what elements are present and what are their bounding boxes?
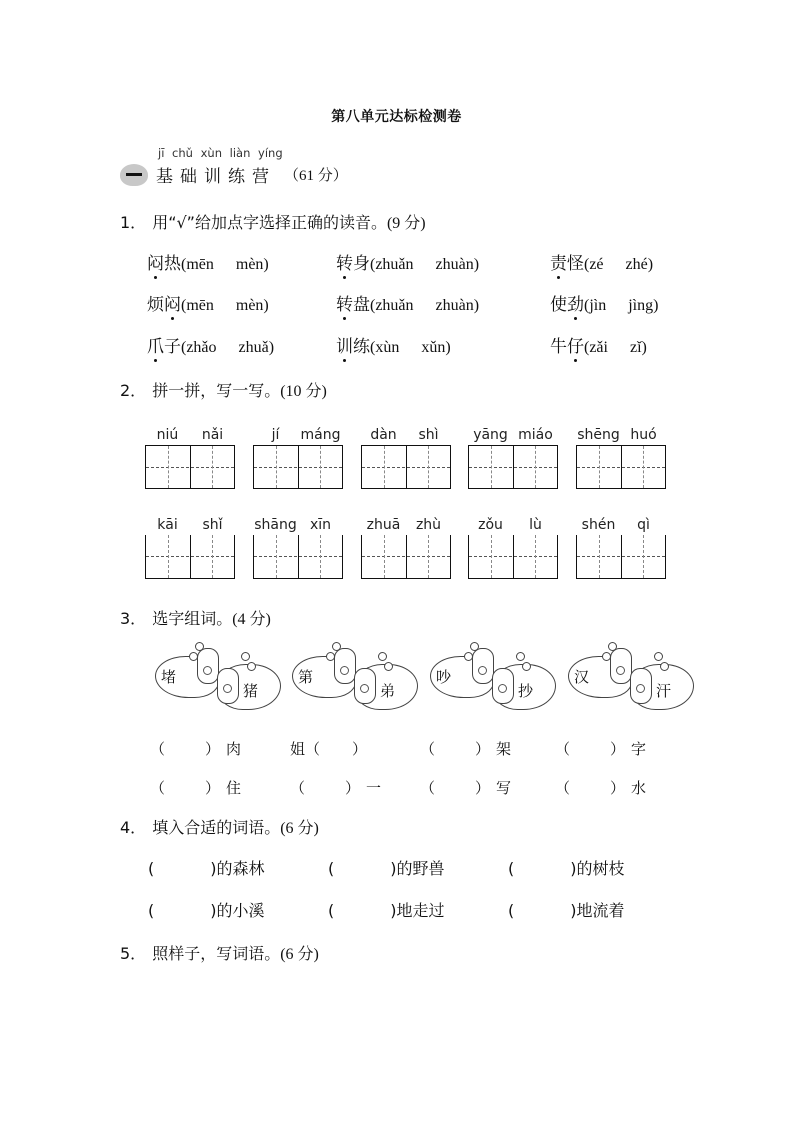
reading-choice-item	[336, 249, 479, 274]
blank-open: （	[420, 740, 436, 758]
pinyin-syllable: shāng	[254, 517, 297, 533]
grid-line	[599, 535, 600, 578]
grid-line	[254, 556, 342, 557]
circle-mark-icon	[636, 684, 645, 693]
blank-open: (	[148, 901, 155, 920]
grid-line	[428, 535, 429, 578]
pompom-icon	[195, 642, 204, 651]
pompom-icon	[378, 652, 387, 661]
pinyin-option-2[interactable]: zhuǎ	[238, 339, 269, 356]
pompom-icon	[602, 652, 611, 661]
grid-line	[491, 535, 492, 578]
pinyin-syllable: kāi	[157, 517, 178, 533]
word-char: 闷	[147, 249, 164, 274]
mitten-char-right: 抄	[518, 682, 534, 700]
writing-grid[interactable]	[468, 535, 558, 579]
blank-open: (	[328, 901, 335, 920]
blank-word: 架	[496, 740, 512, 758]
pinyin-syllable: shǐ	[202, 517, 223, 533]
question-prompt: 用“√”给加点字选择正确的读音。	[152, 213, 387, 232]
pinyin-option-2[interactable]: zǐ	[629, 339, 642, 356]
writing-grid[interactable]	[361, 535, 451, 579]
word-char: 转	[336, 290, 353, 315]
pinyin-label	[145, 427, 235, 445]
blank-open: （	[420, 779, 436, 797]
section-header	[120, 162, 348, 187]
grid-line	[168, 535, 169, 578]
paren-close: )	[263, 297, 269, 314]
phrase-text: )的森林	[210, 859, 265, 878]
pinyin-option-2[interactable]: xǔn	[421, 339, 446, 356]
pompom-icon	[608, 642, 617, 651]
blank-word: 字	[631, 740, 647, 758]
question-points: (4 分)	[232, 611, 271, 628]
pinyin-label	[468, 517, 558, 535]
pompom-icon	[464, 652, 473, 661]
grid-line	[384, 535, 385, 578]
blank-open: (	[508, 901, 515, 920]
blank-open: (	[508, 859, 515, 878]
grid-line	[535, 446, 536, 488]
pinyin-option-1[interactable]: zhuǎn	[375, 297, 414, 314]
writing-grid[interactable]	[576, 445, 666, 489]
word-blank-item[interactable]	[555, 738, 646, 759]
pinyin-option-1[interactable]: zé	[589, 256, 604, 273]
mitten-pair-illustration	[566, 642, 694, 714]
fill-phrase-item[interactable]	[508, 856, 625, 879]
paren-open: (	[370, 256, 376, 273]
paren-close: )	[263, 256, 269, 273]
circle-mark-icon	[360, 684, 369, 693]
pompom-icon	[247, 662, 256, 671]
reading-choice-item	[550, 249, 653, 274]
question-1-heading	[120, 210, 426, 233]
pinyin-option-2[interactable]: zhé	[625, 256, 648, 273]
pinyin-syllable: máng	[300, 427, 341, 443]
phrase-text: )的树枝	[570, 859, 625, 878]
grid-line	[577, 556, 665, 557]
question-prompt: 拼一拼，写一写。	[152, 381, 281, 400]
pinyin-syllable: zhuā	[366, 517, 401, 533]
blank-space[interactable]	[165, 777, 205, 798]
mitten-char-left: 第	[298, 668, 314, 686]
blank-space[interactable]	[165, 738, 205, 759]
section-label: 基础训练营	[156, 167, 276, 187]
writing-grid[interactable]	[576, 535, 666, 579]
blank-close: ）	[610, 779, 626, 797]
pinyin-option-2[interactable]: mèn	[235, 297, 264, 314]
grid-line	[276, 535, 277, 578]
paren-open: (	[584, 297, 590, 314]
grid-line	[212, 446, 213, 488]
mitten-pair-illustration	[290, 642, 418, 714]
pinyin-syllable: xīn	[309, 517, 332, 533]
grid-line	[643, 446, 644, 488]
blank-space[interactable]	[320, 738, 352, 759]
pinyin-syllable: zhù	[415, 517, 442, 533]
word-char: 盘	[353, 295, 370, 315]
circle-mark-icon	[223, 684, 232, 693]
reading-choice-item	[550, 332, 647, 357]
question-points: (6 分)	[280, 946, 319, 963]
blank-space[interactable]	[570, 777, 610, 798]
grid-line	[320, 535, 321, 578]
word-blank-item[interactable]	[290, 738, 373, 759]
pinyin-syllable: yāng	[473, 427, 508, 443]
blank-open: （	[290, 779, 306, 797]
paren-close: )	[473, 256, 480, 273]
reading-choice-item	[336, 332, 451, 357]
reading-choice-item	[336, 290, 479, 315]
pinyin-syllable: niú	[156, 427, 179, 443]
pompom-icon	[326, 652, 335, 661]
pinyin-ying: yíng	[258, 146, 283, 160]
pinyin-writing-group	[361, 517, 451, 579]
pinyin-writing-group	[253, 517, 343, 579]
pinyin-xun: xùn	[200, 146, 222, 160]
word-char: 热	[164, 254, 181, 274]
fill-phrase-item[interactable]	[508, 898, 625, 921]
paren-close: )	[653, 297, 659, 314]
paren-close: )	[647, 256, 654, 273]
writing-grid[interactable]	[145, 535, 235, 579]
phrase-text: )地流着	[570, 901, 625, 920]
blank-word: 写	[496, 779, 512, 797]
pinyin-syllable: qì	[637, 517, 650, 533]
paren-open: (	[370, 297, 376, 314]
section-score: （61 分）	[284, 168, 348, 184]
paren-open: (	[181, 339, 187, 356]
mitten-char-right: 猪	[243, 682, 259, 700]
grid-line	[491, 446, 492, 488]
word-blank-item[interactable]	[420, 738, 511, 759]
mitten-pair-illustration	[428, 642, 556, 714]
pinyin-option-1[interactable]: zhǎo	[186, 339, 217, 356]
pinyin-syllable: shì	[418, 427, 439, 443]
paren-open: (	[584, 256, 590, 273]
blank-open: （	[150, 779, 166, 797]
mitten-char-left: 堵	[161, 668, 177, 686]
pompom-icon	[332, 642, 341, 651]
pinyin-syllable: miáo	[518, 427, 553, 443]
pinyin-syllable: shēng	[577, 427, 620, 443]
word-blank-item[interactable]	[150, 738, 241, 759]
pinyin-option-1[interactable]: mēn	[186, 297, 214, 314]
phrase-text: )的野兽	[390, 859, 445, 878]
blank-close: ）	[475, 740, 491, 758]
word-char: 使	[550, 295, 567, 315]
paren-close: )	[641, 339, 647, 356]
mitten-pair-illustration	[153, 642, 281, 714]
question-number: 2．	[120, 381, 147, 400]
grid-line	[168, 446, 169, 488]
paren-close: )	[473, 297, 480, 314]
writing-grid[interactable]	[468, 445, 558, 489]
pinyin-option-2[interactable]: zhuàn	[435, 297, 474, 314]
pompom-icon	[654, 652, 663, 661]
pinyin-writing-group	[145, 427, 235, 489]
question-number: 5．	[120, 944, 147, 963]
grid-line	[599, 446, 600, 488]
fill-phrase-item[interactable]	[328, 898, 445, 921]
phrase-text: )地走过	[390, 901, 445, 920]
pinyin-lian: liàn	[229, 146, 251, 160]
pinyin-option-2[interactable]: mèn	[235, 256, 264, 273]
page-title: 第八单元达标检测卷	[331, 109, 462, 125]
pompom-icon	[384, 662, 393, 671]
pompom-icon	[522, 662, 531, 671]
pinyin-label	[361, 427, 451, 445]
word-char: 训	[336, 332, 353, 357]
paren-open: (	[370, 339, 376, 356]
question-2-heading	[120, 378, 327, 401]
pinyin-writing-group	[145, 517, 235, 579]
word-char: 身	[353, 254, 370, 274]
blank-open: 姐（	[290, 740, 321, 758]
pompom-icon	[189, 652, 198, 661]
paren-open: (	[584, 339, 590, 356]
blank-open: （	[555, 779, 571, 797]
pinyin-chu: chǔ	[172, 146, 193, 160]
blank-word: 住	[226, 779, 242, 797]
writing-grid[interactable]	[361, 445, 451, 489]
question-4-heading	[120, 815, 319, 838]
word-char: 爪	[147, 332, 164, 357]
blank-open: (	[328, 859, 335, 878]
paren-close: )	[268, 339, 275, 356]
pinyin-writing-group	[468, 427, 558, 489]
circle-mark-icon	[616, 666, 625, 675]
mitten-char-left: 吵	[436, 668, 452, 686]
pinyin-syllable: dàn	[370, 427, 397, 443]
question-points: (10 分)	[280, 383, 327, 400]
blank-close: ）	[610, 740, 626, 758]
pinyin-label	[576, 427, 666, 445]
fill-phrase-item[interactable]	[328, 856, 445, 879]
grid-line	[469, 556, 557, 557]
word-blank-item[interactable]	[420, 777, 511, 798]
pinyin-option-2[interactable]: zhuàn	[435, 256, 474, 273]
pinyin-writing-group	[253, 427, 343, 489]
reading-choice-item	[147, 332, 274, 357]
word-blank-item[interactable]	[150, 777, 241, 798]
pinyin-writing-group	[468, 517, 558, 579]
question-3-heading	[120, 606, 271, 629]
pinyin-option-1[interactable]: zhuǎn	[375, 256, 414, 273]
grid-line	[428, 446, 429, 488]
word-char: 闷	[164, 290, 181, 315]
blank-open: （	[150, 740, 166, 758]
pinyin-label	[253, 517, 343, 535]
blank-word: 水	[631, 779, 647, 797]
pinyin-option-1[interactable]: jìn	[589, 297, 607, 314]
pinyin-option-1[interactable]: zǎi	[589, 339, 608, 356]
grid-line	[469, 467, 557, 468]
writing-grid[interactable]	[253, 445, 343, 489]
grid-line	[146, 467, 234, 468]
question-prompt: 填入合适的词语。	[152, 818, 281, 837]
circle-mark-icon	[498, 684, 507, 693]
word-char: 责	[550, 249, 567, 274]
phrase-text: )的小溪	[210, 901, 265, 920]
word-char: 烦	[147, 295, 164, 315]
pinyin-writing-group	[576, 517, 666, 579]
grid-line	[577, 467, 665, 468]
word-blank-item[interactable]	[555, 777, 646, 798]
blank-close: ）	[345, 779, 361, 797]
pompom-icon	[660, 662, 669, 671]
cloud-badge-icon	[120, 164, 148, 186]
section-pinyin	[158, 146, 287, 160]
question-number: 1．	[120, 213, 147, 232]
pinyin-syllable: lù	[529, 517, 542, 533]
blank-space[interactable]	[305, 777, 345, 798]
mitten-char-right: 汗	[656, 682, 672, 700]
grid-line	[320, 446, 321, 488]
paren-close: )	[445, 339, 451, 356]
pompom-icon	[470, 642, 479, 651]
blank-close: ）	[352, 740, 368, 758]
grid-line	[384, 446, 385, 488]
pinyin-syllable: nǎi	[201, 427, 224, 443]
pinyin-syllable: huó	[630, 427, 657, 443]
pinyin-label	[468, 427, 558, 445]
pinyin-label	[576, 517, 666, 535]
grid-line	[362, 467, 450, 468]
grid-line	[254, 467, 342, 468]
blank-space[interactable]	[435, 738, 475, 759]
mitten-char-right: 弟	[380, 682, 396, 700]
question-prompt: 照样子，写词语。	[152, 944, 281, 963]
question-number: 3．	[120, 609, 147, 628]
question-prompt: 选字组词。	[152, 609, 233, 628]
fill-phrase-item[interactable]	[148, 898, 265, 921]
blank-open: （	[555, 740, 571, 758]
blank-space[interactable]	[435, 777, 475, 798]
pinyin-writing-group	[576, 427, 666, 489]
question-5-heading	[120, 941, 319, 964]
pinyin-syllable: zǒu	[478, 517, 503, 533]
word-char: 子	[164, 337, 181, 357]
word-char: 怪	[567, 254, 584, 274]
pompom-icon	[241, 652, 250, 661]
pinyin-writing-group	[361, 427, 451, 489]
blank-word: 一	[366, 779, 382, 797]
question-points: (9 分)	[386, 215, 426, 232]
reading-choice-item	[147, 249, 269, 274]
grid-line	[643, 535, 644, 578]
blank-word: 肉	[226, 740, 242, 758]
word-blank-item[interactable]	[290, 777, 381, 798]
circle-mark-icon	[203, 666, 212, 675]
mitten-char-left: 汉	[574, 668, 590, 686]
blank-open: (	[148, 859, 155, 878]
word-char: 仔	[567, 332, 584, 357]
circle-mark-icon	[340, 666, 349, 675]
reading-choice-item	[550, 290, 658, 315]
grid-line	[276, 446, 277, 488]
blank-close: ）	[205, 779, 221, 797]
pompom-icon	[516, 652, 525, 661]
question-number: 4．	[120, 818, 147, 837]
writing-grid[interactable]	[145, 445, 235, 489]
word-char: 劲	[567, 290, 584, 315]
paren-open: (	[181, 256, 187, 273]
pinyin-syllable: jí	[271, 427, 280, 443]
paren-open: (	[181, 297, 187, 314]
question-points: (6 分)	[280, 820, 319, 837]
pinyin-label	[253, 427, 343, 445]
pinyin-label	[145, 517, 235, 535]
word-char: 转	[336, 249, 353, 274]
pinyin-label	[361, 517, 451, 535]
pinyin-option-1[interactable]: xùn	[375, 339, 400, 356]
circle-mark-icon	[478, 666, 487, 675]
reading-choice-item	[147, 290, 269, 315]
pinyin-ji: jī	[158, 146, 165, 160]
blank-close: ）	[475, 779, 491, 797]
word-char: 牛	[550, 337, 567, 357]
word-char: 练	[353, 337, 370, 357]
grid-line	[362, 556, 450, 557]
pinyin-option-2[interactable]: jìng	[628, 297, 654, 314]
pinyin-syllable: shén	[581, 517, 616, 533]
grid-line	[212, 535, 213, 578]
blank-space[interactable]	[570, 738, 610, 759]
grid-line	[146, 556, 234, 557]
pinyin-option-1[interactable]: mēn	[186, 256, 214, 273]
blank-close: ）	[205, 740, 221, 758]
grid-line	[535, 535, 536, 578]
writing-grid[interactable]	[253, 535, 343, 579]
fill-phrase-item[interactable]	[148, 856, 265, 879]
